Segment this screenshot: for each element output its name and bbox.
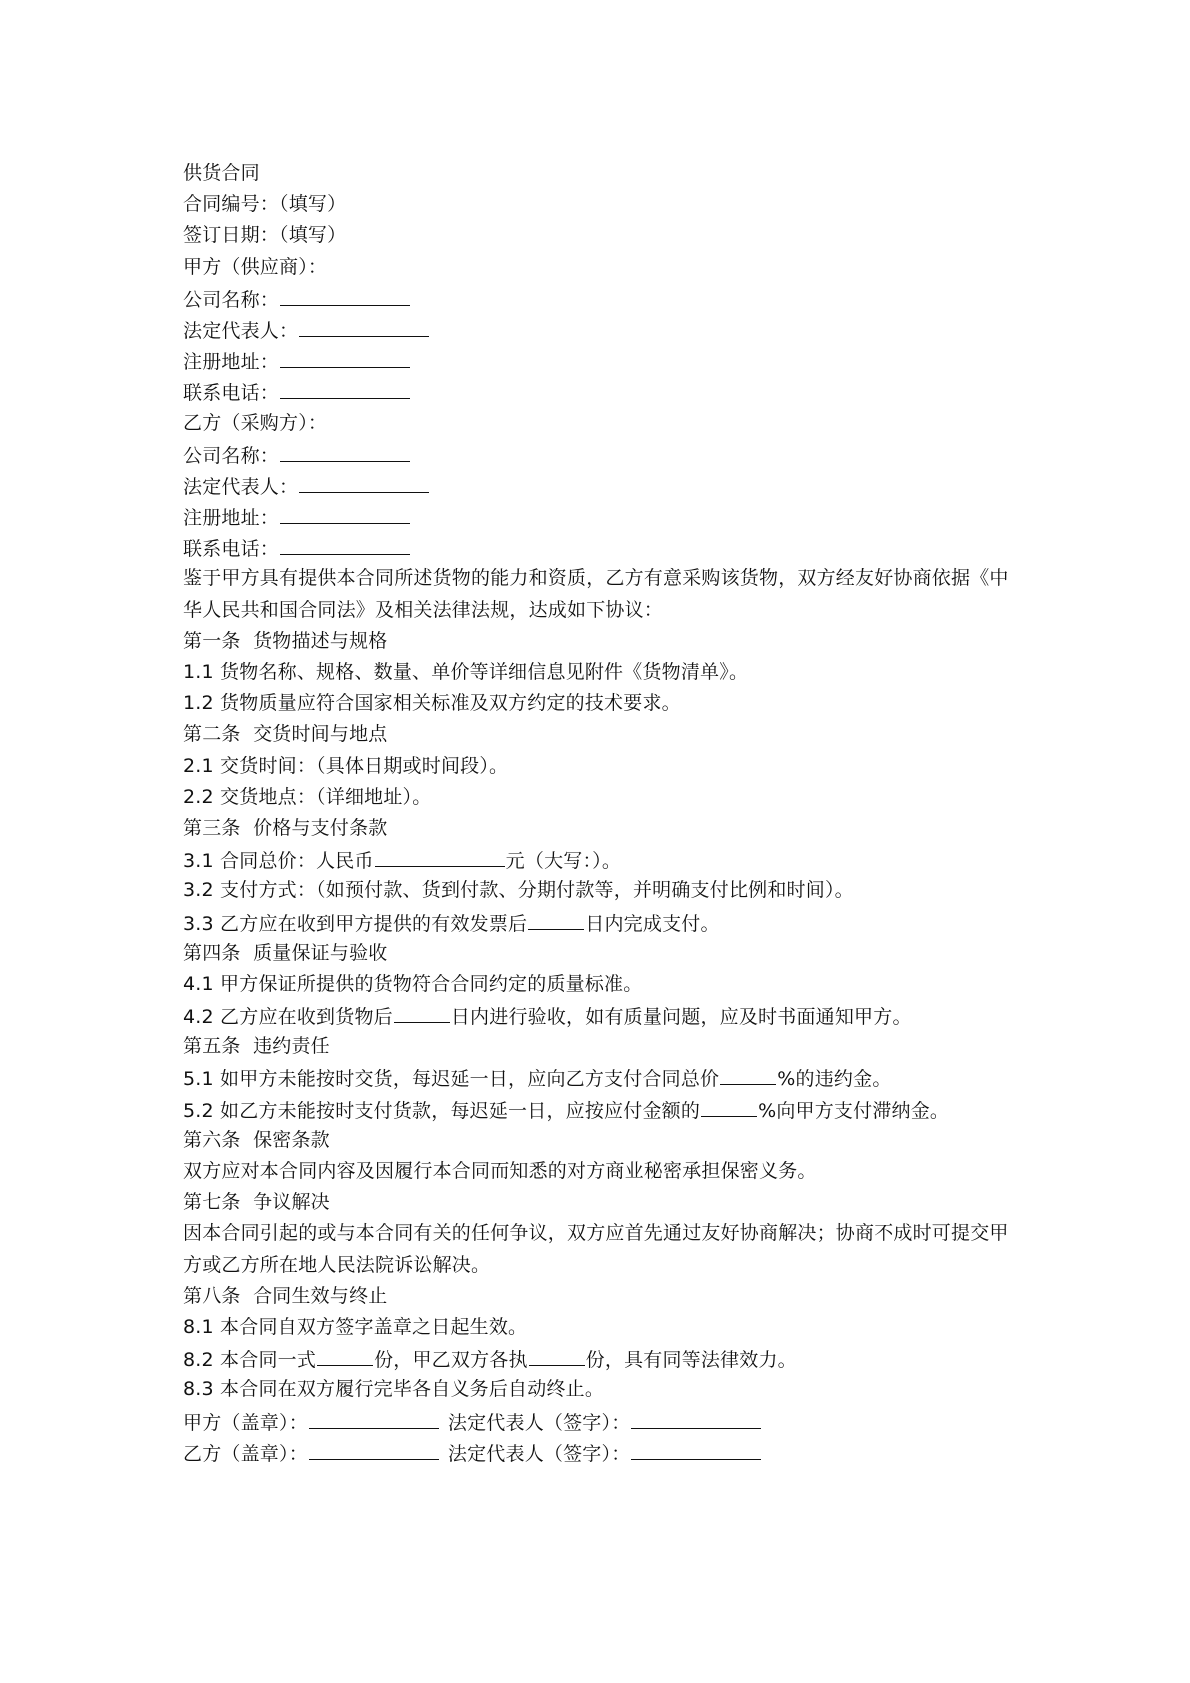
field-label: 法定代表人： xyxy=(183,475,299,498)
party-a-rep-sign-label: 法定代表人（签字）： xyxy=(447,1411,631,1434)
party-a-address-blank[interactable] xyxy=(280,345,410,368)
clause-text: %向甲方支付滞纳金。 xyxy=(758,1099,950,1122)
party-b-legal-rep-row xyxy=(183,470,1023,501)
article-6-title: 第六条 保密条款 xyxy=(183,1128,330,1151)
party-b-company-blank[interactable] xyxy=(280,439,410,462)
total-price-blank[interactable] xyxy=(375,844,505,867)
clause-text: 4.2 乙方应在收到货物后 xyxy=(183,1006,393,1029)
party-b-legal-rep-blank[interactable] xyxy=(299,470,429,493)
clause-7-1: 因本合同引起的或与本合同有关的任何争议，双方应首先通过友好协商解决；协商不成时可提交甲方或乙方所在地人民法院诉讼解决。 xyxy=(183,1222,1009,1276)
party-b-seal-label: 乙方（盖章）： xyxy=(183,1442,308,1465)
article-2-title: 第二条 交货时间与地点 xyxy=(183,723,388,746)
clause-5-2 xyxy=(183,1094,1023,1125)
clause-text: 3.1 合同总价：人民币 xyxy=(183,850,374,873)
clause-8-3: 8.3 本合同在双方履行完毕各自义务后自动终止。 xyxy=(183,1378,605,1401)
clause-text: 8.2 本合同一式 xyxy=(183,1349,317,1372)
clause-text: 份，甲乙双方各执 xyxy=(374,1349,528,1372)
field-label: 法定代表人： xyxy=(183,319,299,342)
clause-text: 元（大写：）。 xyxy=(505,850,622,873)
party-b-phone-blank[interactable] xyxy=(280,532,410,555)
party-a-legal-rep-row xyxy=(183,314,1023,345)
party-a-phone-row xyxy=(183,376,1023,407)
clause-8-2 xyxy=(183,1343,1023,1374)
party-b-rep-sign-label: 法定代表人（签字）： xyxy=(447,1442,631,1465)
article-7-title: 第七条 争议解决 xyxy=(183,1191,330,1214)
party-a-rep-sign-blank[interactable] xyxy=(631,1406,761,1429)
party-a-seal-blank[interactable] xyxy=(309,1406,439,1429)
clause-2-2: 2.2 交货地点：（详细地址）。 xyxy=(183,785,432,808)
clause-text: 日内完成支付。 xyxy=(585,912,720,935)
clause-1-2: 1.2 货物质量应符合国家相关标准及双方约定的技术要求。 xyxy=(183,692,681,715)
clause-5-1 xyxy=(183,1062,1023,1093)
signature-row-b xyxy=(183,1437,1023,1468)
inspection-days-blank[interactable] xyxy=(394,1000,450,1023)
clause-text: 5.1 如甲方未能按时交货，每迟延一日，应向乙方支付合同总价 xyxy=(183,1068,720,1091)
signature-row-a xyxy=(183,1406,1023,1437)
field-label: 注册地址： xyxy=(183,351,280,374)
preamble: 鉴于甲方具有提供本合同所述货物的能力和资质，乙方有意采购该货物，双方经友好协商依据《中华人民共和国合同法》及相关法律法规，达成如下协议： xyxy=(183,567,1009,621)
party-a-seal-label: 甲方（盖章）： xyxy=(183,1411,308,1434)
party-b-address-row xyxy=(183,501,1023,532)
contract-document xyxy=(183,158,1023,1468)
clause-3-2: 3.2 支付方式：（如预付款、货到付款、分期付款等，并明确支付比例和时间）。 xyxy=(183,879,854,902)
copies-each-blank[interactable] xyxy=(529,1343,585,1366)
party-a-legal-rep-blank[interactable] xyxy=(299,314,429,337)
clause-text: 3.3 乙方应在收到甲方提供的有效发票后 xyxy=(183,912,528,935)
article-8-title: 第八条 合同生效与终止 xyxy=(183,1284,388,1307)
party-b-seal-blank[interactable] xyxy=(309,1437,439,1460)
article-5-title: 第五条 违约责任 xyxy=(183,1035,330,1058)
party-b-heading: 乙方（采购方）： xyxy=(183,411,328,434)
article-3-title: 第三条 价格与支付条款 xyxy=(183,816,388,839)
party-a-phone-blank[interactable] xyxy=(280,376,410,399)
clause-6-1: 双方应对本合同内容及因履行本合同而知悉的对方商业秘密承担保密义务。 xyxy=(183,1160,817,1183)
party-b-phone-row xyxy=(183,532,1023,563)
field-label: 公司名称： xyxy=(183,444,280,467)
party-b-company-row xyxy=(183,439,1023,470)
party-b-address-blank[interactable] xyxy=(280,501,410,524)
clause-2-1: 2.1 交货时间：（具体日期或时间段）。 xyxy=(183,754,509,777)
clause-text: %的违约金。 xyxy=(777,1068,892,1091)
party-a-company-blank[interactable] xyxy=(280,283,410,306)
clause-8-1: 8.1 本合同自双方签字盖章之日起生效。 xyxy=(183,1316,528,1338)
clause-3-1 xyxy=(183,844,1023,875)
document-title: 供货合同 xyxy=(183,162,260,184)
late-fee-rate-blank[interactable] xyxy=(701,1094,757,1117)
clause-4-1: 4.1 甲方保证所提供的货物符合合同约定的质量标准。 xyxy=(183,972,643,995)
clause-text: 5.2 如乙方未能按时支付货款，每迟延一日，应按应付金额的 xyxy=(183,1099,701,1122)
contract-number: 合同编号：（填写） xyxy=(183,193,347,216)
article-1-title: 第一条 货物描述与规格 xyxy=(183,629,388,652)
sign-date: 签订日期：（填写） xyxy=(183,224,347,247)
clause-3-3 xyxy=(183,907,1023,938)
field-label: 联系电话： xyxy=(183,538,280,561)
party-a-company-row xyxy=(183,283,1023,314)
payment-days-blank[interactable] xyxy=(528,907,584,930)
clause-4-2 xyxy=(183,1000,1023,1031)
copies-total-blank[interactable] xyxy=(317,1343,373,1366)
clause-1-1: 1.1 货物名称、规格、数量、单价等详细信息见附件《货物清单》。 xyxy=(183,661,749,684)
clause-text: 份，具有同等法律效力。 xyxy=(585,1349,797,1372)
party-a-heading: 甲方（供应商）： xyxy=(183,255,328,278)
party-a-address-row xyxy=(183,345,1023,376)
field-label: 注册地址： xyxy=(183,507,280,530)
clause-text: 日内进行验收，如有质量问题，应及时书面通知甲方。 xyxy=(450,1006,912,1029)
field-label: 联系电话： xyxy=(183,382,280,405)
field-label: 公司名称： xyxy=(183,288,280,311)
party-b-rep-sign-blank[interactable] xyxy=(631,1437,761,1460)
penalty-rate-blank[interactable] xyxy=(720,1062,776,1085)
article-4-title: 第四条 质量保证与验收 xyxy=(183,941,388,964)
